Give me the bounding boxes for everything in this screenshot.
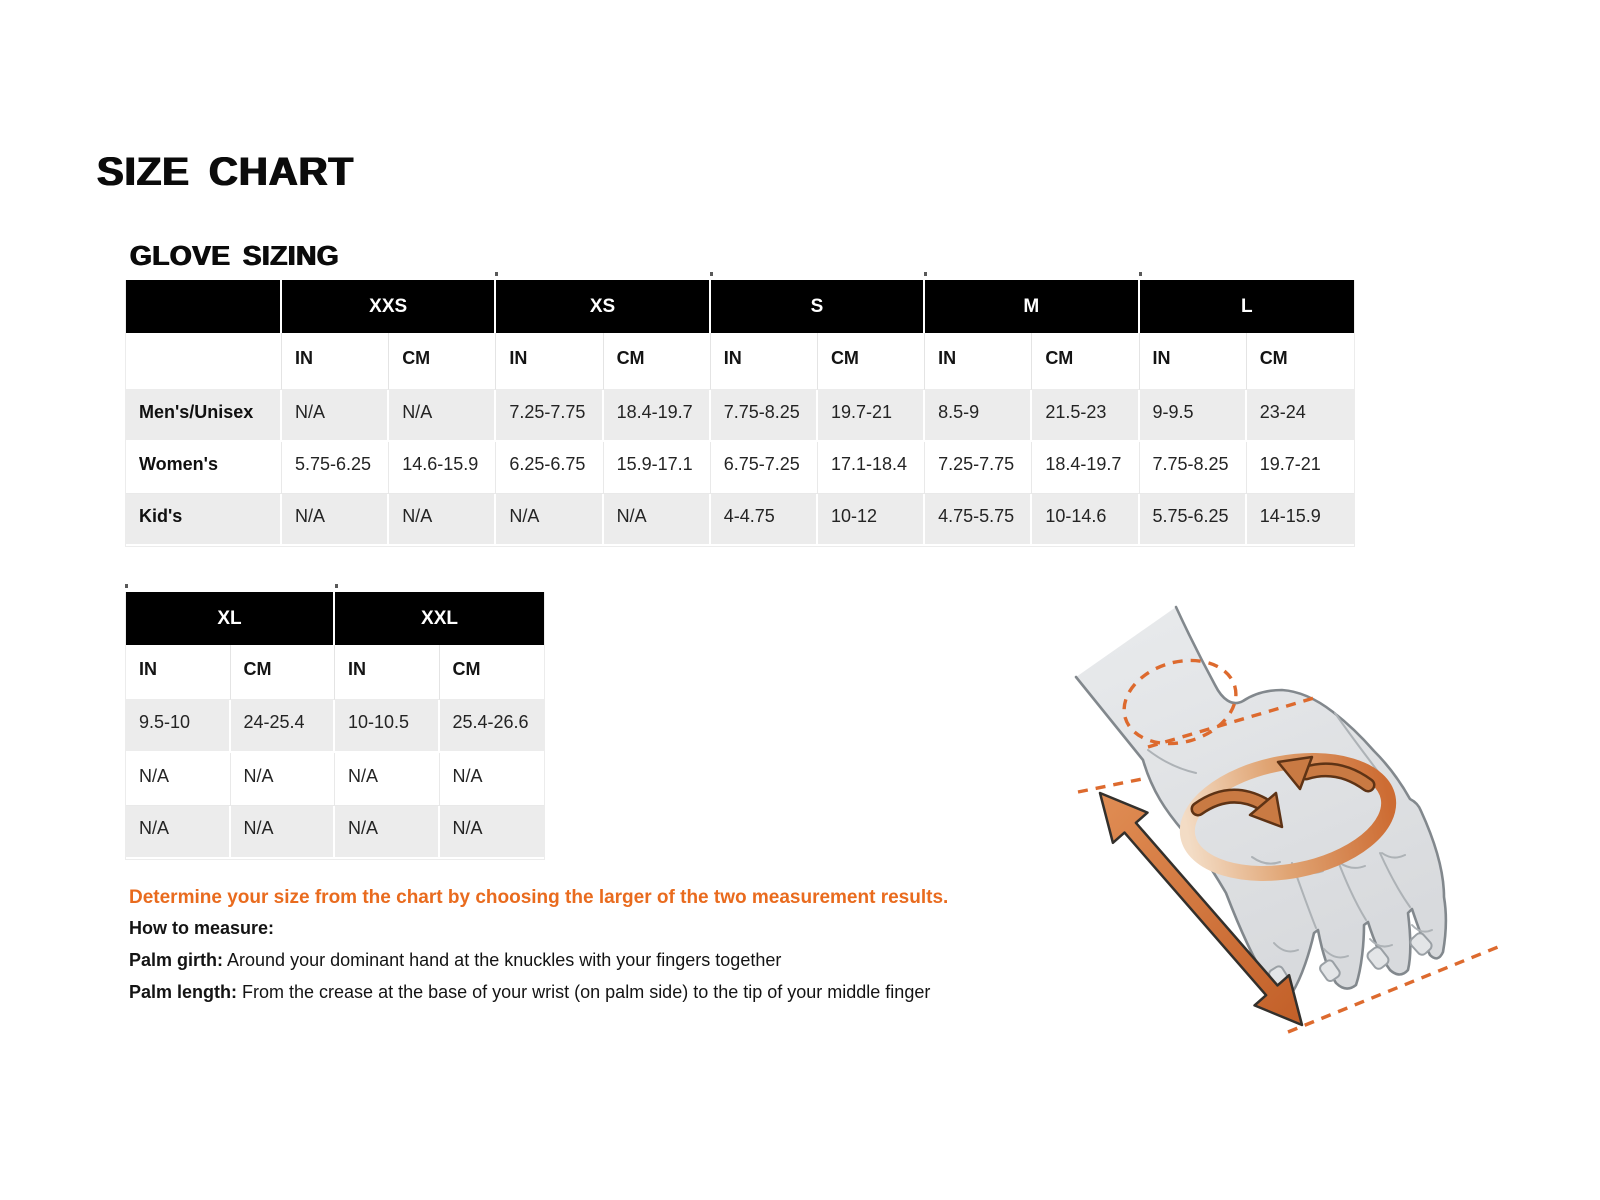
size-value: N/A xyxy=(440,753,545,806)
measure-instructions xyxy=(129,887,1029,1014)
section-title: GLOVE SIZING xyxy=(130,240,340,271)
table-row-womens xyxy=(126,442,1354,494)
unit-header-row xyxy=(126,645,544,700)
size-value: N/A xyxy=(282,390,389,442)
size-value: 9.5-10 xyxy=(126,700,231,753)
size-value: 5.75-6.25 xyxy=(1140,494,1247,546)
size-group-xxs: XXS xyxy=(282,280,496,333)
row-label: Kid's xyxy=(126,494,282,546)
table-row-kids-xl xyxy=(126,806,544,859)
size-value: 18.4-19.7 xyxy=(604,390,711,442)
corner-cell xyxy=(126,333,282,390)
unit-header: CM xyxy=(604,333,711,390)
size-value: N/A xyxy=(126,753,231,806)
size-value: 6.75-7.25 xyxy=(711,442,818,494)
unit-header: CM xyxy=(1247,333,1354,390)
corner-cell xyxy=(126,280,282,333)
size-value: 8.5-9 xyxy=(925,390,1032,442)
size-value: 24-25.4 xyxy=(231,700,336,753)
size-value: 15.9-17.1 xyxy=(604,442,711,494)
unit-header: CM xyxy=(231,645,336,700)
size-value: 5.75-6.25 xyxy=(282,442,389,494)
unit-header: IN xyxy=(126,645,231,700)
size-value: 9-9.5 xyxy=(1140,390,1247,442)
size-value: 4-4.75 xyxy=(711,494,818,546)
size-value: 10-14.6 xyxy=(1032,494,1139,546)
size-value: 7.75-8.25 xyxy=(711,390,818,442)
hand-measurement-illustration xyxy=(1030,595,1510,1045)
size-value: N/A xyxy=(389,390,496,442)
palm-girth-label: Palm girth: xyxy=(129,950,224,970)
glove-size-table xyxy=(125,280,1355,547)
palm-length-instruction: Palm length: From the crease at the base of your wrist (on palm side) to the tip of your middle finger xyxy=(129,982,931,1002)
how-to-measure-heading: How to measure: xyxy=(129,918,275,938)
row-label: Men's/Unisex xyxy=(126,390,282,442)
table-row-kids xyxy=(126,494,1354,546)
unit-header: CM xyxy=(818,333,925,390)
size-value: 19.7-21 xyxy=(818,390,925,442)
size-group-l: L xyxy=(1140,280,1355,333)
size-value: N/A xyxy=(496,494,603,546)
page-title: SIZE CHART xyxy=(97,150,354,194)
size-value: 17.1-18.4 xyxy=(818,442,925,494)
unit-header: CM xyxy=(440,645,545,700)
size-group-xxl: XXL xyxy=(335,592,544,645)
palm-length-label: Palm length: xyxy=(129,982,238,1002)
size-value: N/A xyxy=(604,494,711,546)
size-value: 7.25-7.75 xyxy=(925,442,1032,494)
size-value: 10-12 xyxy=(818,494,925,546)
size-value: 19.7-21 xyxy=(1247,442,1354,494)
palm-start-dashed-line xyxy=(1078,778,1147,792)
size-value: 25.4-26.6 xyxy=(440,700,545,753)
size-value: 6.25-6.75 xyxy=(496,442,603,494)
unit-header: IN xyxy=(282,333,389,390)
size-value: N/A xyxy=(440,806,545,859)
size-group-s: S xyxy=(711,280,925,333)
size-value: 7.75-8.25 xyxy=(1140,442,1247,494)
size-group-xl: XL xyxy=(126,592,335,645)
palm-girth-instruction: Palm girth: Around your dominant hand at the knuckles with your fingers together xyxy=(129,950,782,970)
size-group-header-row xyxy=(126,592,544,645)
table-border-tick xyxy=(1139,272,1142,276)
unit-header: IN xyxy=(1140,333,1247,390)
size-value: 10-10.5 xyxy=(335,700,440,753)
table-border-tick xyxy=(125,584,128,588)
row-label: Women's xyxy=(126,442,282,494)
table-row-mens xyxy=(126,390,1354,442)
size-value: 23-24 xyxy=(1247,390,1354,442)
size-value: 18.4-19.7 xyxy=(1032,442,1139,494)
size-determination-note: Determine your size from the chart by choosing the larger of the two measurement results. xyxy=(129,887,949,908)
size-value: N/A xyxy=(231,753,336,806)
size-value: N/A xyxy=(231,806,336,859)
glove-size-table-xl xyxy=(125,592,545,860)
size-value: 14-15.9 xyxy=(1247,494,1354,546)
unit-header: IN xyxy=(925,333,1032,390)
table-border-tick xyxy=(924,272,927,276)
size-group-header-row xyxy=(126,280,1354,333)
size-value: N/A xyxy=(126,806,231,859)
size-value: 7.25-7.75 xyxy=(496,390,603,442)
table-border-tick xyxy=(335,584,338,588)
unit-header: IN xyxy=(496,333,603,390)
size-value: 4.75-5.75 xyxy=(925,494,1032,546)
size-value: N/A xyxy=(335,806,440,859)
unit-header: IN xyxy=(711,333,818,390)
size-value: 14.6-15.9 xyxy=(389,442,496,494)
table-row-mens-xl xyxy=(126,700,544,753)
table-border-tick xyxy=(710,272,713,276)
size-value: N/A xyxy=(335,753,440,806)
table-border-tick xyxy=(495,272,498,276)
unit-header: CM xyxy=(1032,333,1139,390)
size-value: 21.5-23 xyxy=(1032,390,1139,442)
unit-header-row xyxy=(126,333,1354,390)
size-group-m: M xyxy=(925,280,1139,333)
table-row-womens-xl xyxy=(126,753,544,806)
unit-header: CM xyxy=(389,333,496,390)
unit-header: IN xyxy=(335,645,440,700)
size-group-xs: XS xyxy=(496,280,710,333)
size-value: N/A xyxy=(389,494,496,546)
size-value: N/A xyxy=(282,494,389,546)
